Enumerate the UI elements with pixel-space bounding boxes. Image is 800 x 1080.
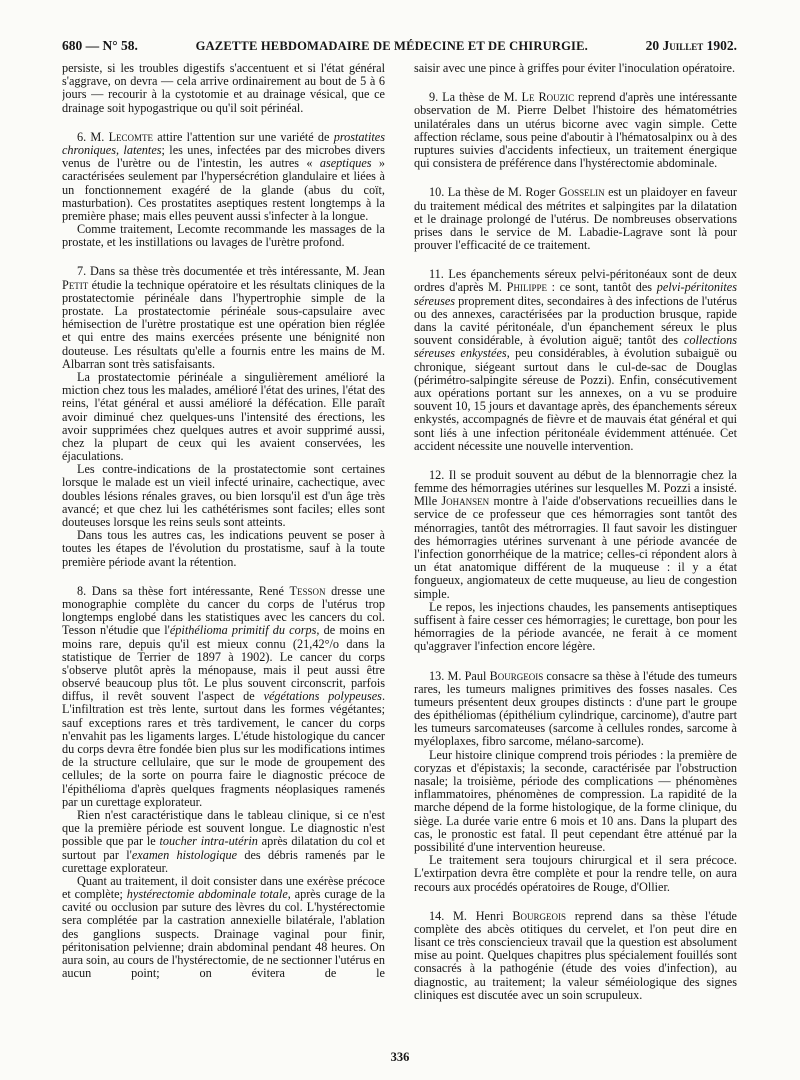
paragraph-text: après dilatation du col et surtout par l' <box>62 834 385 862</box>
issue-date: 20 Juillet 1902. <box>645 38 737 53</box>
italic-term: végétations polypeuses <box>263 689 382 704</box>
paragraph-text: La prostatectomie périnéale a singulièrement amélioré la miction chez tous les malades, amélioré l'état des urines, l'état des reins, l'état général et aussi amélioré la défécation. Elle paraît avoir diminué chez quelques-uns l'intensité des érections, les avoir supprimées chez quelques autres et avoir supprimé aussi, chez la plupart de ceux qui les avaient conservées, les éjaculations. <box>62 369 385 464</box>
italic-term: épithélioma primitif du corps <box>169 623 317 638</box>
italic-term: pelvi-péritonites séreuses <box>414 280 737 308</box>
paragraph-text: Le repos, les injections chaudes, les pansements antiseptiques suffisent à faire cesser ces hémorragies; le curettage, bon pour les hémorragies de la période avancée, ne ferait à ce moment qu'aggraver l'infection encore légère. <box>414 599 737 654</box>
paragraph-text: montre à l'aide d'observations recueillies dans le service de ce professeur que ces hémorragies sont tantôt des ménorragies, tantôt des métrorragies. Il faut savoir les distinguer des hémorragies utérines survenant à une période avancée de l'infection gonorrhéique de la matrice; celles-ci répondent alors à un état anatomique différent de la muqueuse : il y a état fongueux, angiomateux de cette muqueuse, au lieu de congestion simple. <box>414 494 737 601</box>
item-number: 10. <box>429 185 445 200</box>
paragraph <box>62 62 385 115</box>
paragraph-text: Dans sa thèse très documentée et très intéressante, M. Jean <box>86 264 385 279</box>
paragraph-text: Les contre-indications de la prostatectomie sont certaines lorsque le malade est un vieil infecté urinaire, cachectique, avec doubles lésions rénales graves, ou bien lorsqu'il est d'un âge très avancé; et que chez lui les cathétérismes sont faciles; elles sont douteuses lorsque les reins seuls sont atteints. <box>62 462 385 529</box>
paragraph-text: Il se produit souvent au début de la blennorragie chez la femme des hémorragies utérines sur lesquelles M. Pozzi a insisté. Mlle <box>414 467 737 509</box>
italic-term: examen histologique <box>131 847 238 862</box>
paragraph-text: Rien n'est caractéristique dans le tableau clinique, si ce n'est que la première période est souvent longue. Le diagnostic n'est possible que par le <box>62 807 385 849</box>
paragraph <box>414 601 737 654</box>
item-number: 6. <box>77 129 87 144</box>
paragraph <box>62 131 385 223</box>
paragraph <box>62 809 385 875</box>
paragraph <box>62 585 385 809</box>
page-number: 336 <box>390 1050 410 1064</box>
paragraph <box>62 371 385 463</box>
running-header <box>62 38 737 56</box>
article-item-6 <box>62 131 385 250</box>
paragraph-text: saisir avec une pince à griffes pour éviter l'inoculation opératoire. <box>414 62 736 75</box>
paragraph <box>414 670 737 749</box>
italic-term: aseptiques <box>319 156 372 171</box>
paragraph <box>414 910 737 1002</box>
article-item-14 <box>414 910 737 1002</box>
article-item-8 <box>62 585 385 981</box>
article-item-7 <box>62 265 385 568</box>
author-name: Le Rouzic <box>521 90 575 105</box>
paragraph-text: Le traitement sera toujours chirurgical et il sera précoce. L'extirpation devra être complète et pour la rendre telle, on aura recours aux procédés opératoires de Rouge, d'Ollier. <box>414 853 737 894</box>
article-item-12 <box>414 469 737 654</box>
paragraph-text: ; les unes, infectées par des microbes divers venus de l'urètre ou de l'intestin, les autres « <box>62 142 385 171</box>
paragraph-text: attire l'attention sur une variété de <box>153 129 334 144</box>
paragraph-text: proprement dites, secondaires à des infections de l'utérus ou des annexes, caractérisées par la production brusque, rapide dans la cavité péritonéale, d'un épanchement séreux le plus souvent considérable, à évolution aiguë; tantôt des <box>414 293 737 348</box>
italic-term: collections séreuses enkystées <box>414 333 737 361</box>
item-number: 14. <box>429 908 445 923</box>
article-columns <box>62 62 737 1048</box>
item-number: 12. <box>429 467 445 482</box>
item-number: 7. <box>77 264 87 279</box>
paragraph <box>414 469 737 601</box>
paragraph-text: reprend d'après une intéressante observation de M. Pierre Delbet l'histoire des hématométries unilatérales dans un utérus bicorne avec vagin simple. Cette affection réclame, sous peine d'aboutir à l'hématosalpinx ou à des ruptures suivies d'accidents infectieux, un traitement énergique qui consistera de préférence dans l'hystérectomie abdominale. <box>414 90 737 171</box>
author-name: Bourgeois <box>489 668 544 683</box>
article-item-11 <box>414 268 737 453</box>
paragraph-text: , de moins en moins rare, depuis qu'il est mieux connu (21,42°/o dans la statistique de Terrier de 1897 à 1902). Le cancer du corps s'observe plutôt après la ménopause, mais il peut aussi être observé beaucoup plus tôt. Le plus souvent circonscrit, parfois diffus, il revêt souvent l'aspect de <box>62 623 385 704</box>
paragraph-text: . L'infiltration est très lente, surtout dans les formes végétantes; sauf exceptions rares et très tardivement, le cancer du corps n'envahit pas les ligaments larges. L'étude histologique du cancer du corps devra être fondée bien plus sur les modifications intimes de la structure cellulaire, que sur le mode de groupement des cellules; de la sorte on pourra faire le diagnostic précoce de l'épithélioma d'après quelques fragments néoplasiques ramenés par un curettage explorateur. <box>62 689 385 809</box>
page-footer <box>0 1050 800 1068</box>
paragraph-text: , après curage de la cavité ou occlusion par suture des lèvres du col. L'hystérectomie sera complétée par la castration annexielle bilatérale, l'ablation des ganglions suspects. Drainage vaginal pour finir, péritonisation pelvienne; drain abdominal pendant 48 heures. On aura soin, au cours de l'hystérectomie, de ne sectionner l'utérus en aucun point; on évitera de le <box>62 887 385 981</box>
author-name: Tesson <box>289 583 326 598</box>
author-name: Petit <box>62 277 89 292</box>
paragraph-text: , peu considérables, à évolution subaiguë ou chronique, siégeant surtout dans le cul-de-sac de Douglas (périmétro-salpingite séreuse de Pozzi). Enfin, consécutivement aux opérations portant sur les annexes, on a vu se produire souvent 10, 15 jours et davantage après, des épanchements séreux enkystés, accompagnés de fièvre et de mauvais état général et qui sont liés à une infection péritonéale évidemment atténuée. Cet accident nécessite une nouvelle intervention. <box>414 346 737 453</box>
article-item-9 <box>414 91 737 170</box>
page-issue-number: 680 — N° 58. <box>62 38 138 53</box>
paragraph <box>62 875 385 981</box>
paragraph <box>414 186 737 252</box>
paragraph-text: Comme traitement, Lecomte recommande les massages de la prostate, et les instillations ou lavages de l'urètre profond. <box>62 222 385 250</box>
author-name: Philippe <box>506 280 547 295</box>
item-number: 9. <box>429 90 439 105</box>
paragraph-text: Quant au traitement, il doit consister dans une exérèse précoce et complète; <box>62 873 385 902</box>
item-number: 11. <box>429 267 444 282</box>
author-name: Gosselin <box>558 185 605 200</box>
paragraph <box>414 268 737 453</box>
paragraph-text: persiste, si les troubles digestifs s'accentuent et si l'état général s'aggrave, on devra — cela arrive ordinairement au bout de 5 à 6 jours — recourir à la cystotomie et au drainage vésical, que ce drainage soit hypogastrique ou qu'il soit périnéal. <box>62 62 385 115</box>
paragraph-text: dresse une monographie complète du cancer du corps de l'utérus trop longtemps englobé dans les statistiques avec les cancers du col. Tesson n'étudie que l' <box>62 583 385 638</box>
right-column <box>414 62 737 1048</box>
italic-term: hystérectomie abdominale totale <box>126 887 288 902</box>
paragraph-text: est un plaidoyer en faveur du traitement médical des métrites et salpingites par la dilatation et le drainage prolongé de l'utérus. De nombreuses observations prises dans le service de M. Labadie-Lagrave sont là pour prouver l'efficacité de ce traitement. <box>414 185 737 253</box>
left-column <box>62 62 385 1048</box>
paragraph-text: La thèse de M. <box>438 90 522 105</box>
paragraph <box>62 265 385 371</box>
author-name: Johansen <box>441 494 490 509</box>
paragraph-text: étudie la technique opératoire et les résultats cliniques de la prostatectomie périnéale dans l'hypertrophie simple de la prostate. La prostatectomie périnéale sous-capsulaire avec hémisection de l'urètre prostatique est une opération bien réglée et qui entre des mains exercées présente une bénignité non douteuse. Les résultats qu'elle a fournis entre les mains de M. Albarran sont très satisfaisants. <box>62 277 385 371</box>
paragraph-text: consacre sa thèse à l'étude des tumeurs rares, les tumeurs malignes primitives des fosses nasales. Ces tumeurs présentent deux groupes distincts : d'une part le groupe des épithéliomas (épithélium cylindrique, carcinome), d'autre part les tumeurs sarcomateuses (sarcome à cellules rondes, sarcome à myéloplaxes, fibro sarcome, mélano-sarcome). <box>414 668 737 749</box>
paragraph-text: des débris ramenés par le curettage explorateur. <box>62 847 385 875</box>
paragraph <box>414 62 737 75</box>
author-name: Lecomte <box>108 129 154 144</box>
item-number: 13. <box>429 668 445 683</box>
paragraph-text: Dans sa thèse fort intéressante, René <box>86 583 290 598</box>
paragraph <box>62 463 385 529</box>
paragraph-text: M. <box>86 129 109 144</box>
paragraph-text: Les épanchements séreux pelvi-péritonéaux sont de deux ordres d'après M. <box>414 267 737 295</box>
paragraph-text: » caractérisées seulement par l'hypersécrétion glandulaire et liées à un fonctionnement exagéré de la glande (abus du coït, masturbation). Ces prostatites aseptiques restent longtemps à la première phase; mais elles peuvent aussi s'infecter à la longue. <box>62 156 385 223</box>
paragraph-text: : ce sont, tantôt des <box>546 280 657 295</box>
paragraph-text: M. Henri <box>444 908 513 923</box>
paragraph-text: La thèse de M. Roger <box>444 185 559 200</box>
paragraph-text: M. Paul <box>444 668 490 683</box>
author-name: Bourgeois <box>512 908 566 923</box>
journal-title: GAZETTE HEBDOMADAIRE DE MÉDECINE ET DE CHIRURGIE. <box>195 39 588 53</box>
italic-term: toucher intra-utérin <box>159 834 258 849</box>
continued-text <box>414 62 737 75</box>
paragraph-text: reprend dans sa thèse l'étude complète des abcès otitiques du cervelet, et l'on peut dire en lisant ce très consciencieux travail que la question est absolument mise au point. Quelques chapitres plus spécialement fouillés sont consacrés à la pathogénie (étude des voies d'infection), au diagnostic, au traitement; la valeur séméiologique des signes cliniques est discutée avec un soin scrupuleux. <box>414 908 737 1002</box>
paragraph <box>62 223 385 249</box>
article-item-13 <box>414 670 737 894</box>
continued-text <box>62 62 385 115</box>
paragraph <box>414 749 737 855</box>
paragraph <box>62 529 385 569</box>
paragraph <box>414 854 737 894</box>
article-item-10 <box>414 186 737 252</box>
paragraph <box>414 91 737 170</box>
item-number: 8. <box>77 583 87 598</box>
paragraph-text: Leur histoire clinique comprend trois périodes : la première de coryzas et d'épistaxis; la seconde, caractérisée par l'obstruction nasale; la troisième, période des complications — phénomènes inflammatoires, phénomènes de compression. La rapidité de la marche dépend de la forme histologique, de la forme clinique, du siège. La durée varie entre 6 mois et 10 ans. Dans la plupart des cas, le pronostic est fatal. Il peut cependant être atténué par la possibilité d'une intervention heureuse. <box>414 747 737 854</box>
paragraph-text: Dans tous les autres cas, les indications peuvent se poser à toutes les étapes de l'évolution du prostatisme, sauf à la toute première période avant la rétention. <box>62 528 385 569</box>
italic-term: prostatites chroniques, latentes <box>62 129 385 157</box>
